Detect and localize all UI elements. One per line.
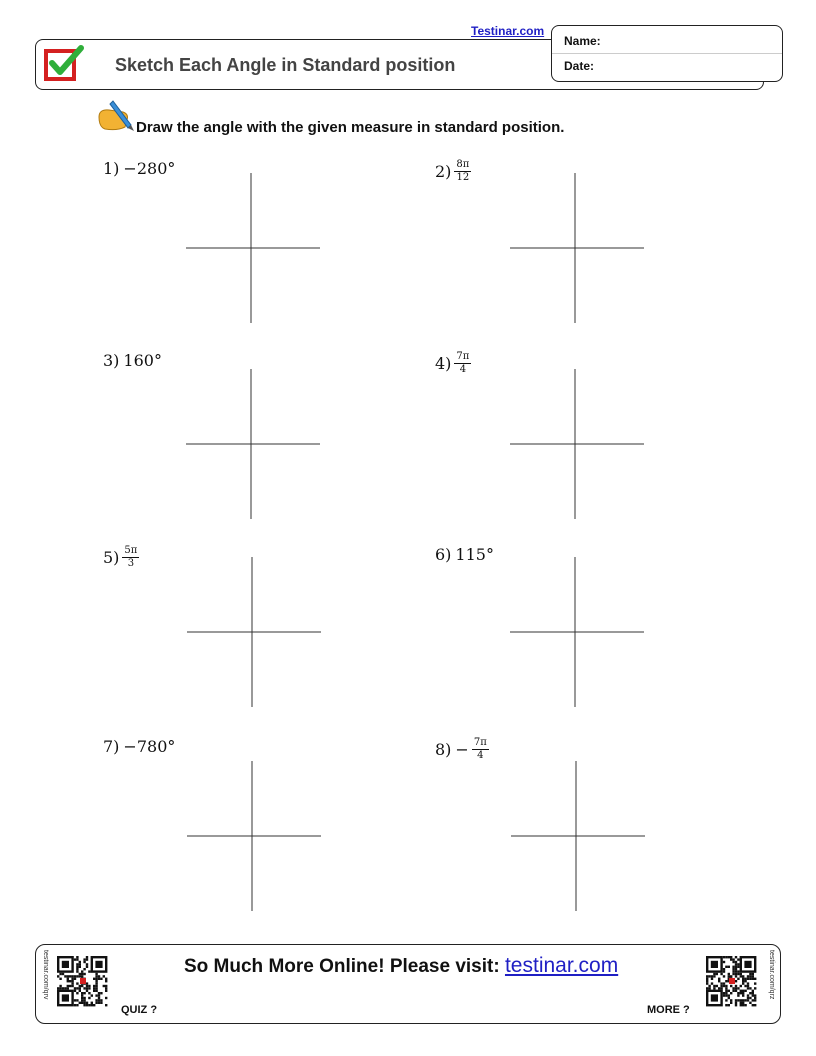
footer-promo-text: So Much More Online! Please visit: [184,956,500,977]
date-label: Date: [564,59,595,73]
more-qr-caption: testinar.com/qrz [768,950,775,1000]
fraction-denominator: 12 [456,172,470,183]
fraction-denominator: 4 [477,750,484,761]
problem-number: 2) [435,162,452,181]
footer-promo [184,954,618,978]
fraction-numerator: 7π [456,351,470,362]
quiz-qr-caption: testinar.com/qrv [42,950,49,1000]
fraction-denominator: 3 [127,558,135,569]
problem-number: 1) [103,159,120,178]
problem-measure: 160° [123,351,162,370]
problem-label [435,159,471,184]
problem-fraction [472,737,489,762]
checkbox-logo-icon [44,45,84,81]
footer-link[interactable]: testinar.com [504,954,619,977]
problem-measure: −280° [123,159,176,178]
more-qr-block[interactable] [698,950,775,1014]
more-qr-code-icon [698,950,768,1014]
coordinate-axes[interactable] [186,173,326,325]
quiz-qr-block[interactable] [42,950,119,1014]
problem-label [103,351,162,370]
problem-number: 6) [435,545,452,564]
name-date-box [551,25,783,82]
coordinate-axes[interactable] [187,557,327,709]
problem-number: 4) [435,354,452,373]
quiz-label: QUIZ ? [121,1004,158,1016]
more-label: MORE ? [647,1004,690,1016]
fraction-numerator: 8π [456,159,470,170]
page-title: Sketch Each Angle in Standard position [115,55,456,75]
pencil-hand-icon [97,95,137,133]
instructions-text: Draw the angle with the given measure in standard position. [136,119,565,136]
coordinate-axes[interactable] [187,761,327,913]
coordinate-axes[interactable] [510,369,650,521]
problem-fraction [122,545,139,570]
name-divider [552,53,782,54]
problem-number: 5) [103,548,120,567]
fraction-denominator: 4 [459,364,467,375]
quiz-qr-code-icon [49,950,119,1014]
fraction-numerator: 5π [124,545,138,556]
problem-measure: 115° [455,545,494,564]
problem-label [435,545,494,564]
problem-label [435,351,471,376]
coordinate-axes[interactable] [510,173,650,325]
problem-number: 8) [435,740,452,759]
name-label: Name: [564,34,601,48]
problem-sign: − [455,740,469,759]
problem-measure: −780° [123,737,176,756]
problem-label [103,737,175,756]
problem-label [435,737,489,762]
problem-label [103,159,175,178]
problem-number: 3) [103,351,120,370]
testinar-link[interactable]: Testinar.com [471,24,545,38]
problem-fraction [454,159,471,184]
coordinate-axes[interactable] [186,369,326,521]
problem-fraction [454,351,471,376]
problem-label [103,545,139,570]
problem-number: 7) [103,737,120,756]
fraction-numerator: 7π [473,737,487,748]
coordinate-axes[interactable] [510,557,650,709]
coordinate-axes[interactable] [511,761,651,913]
